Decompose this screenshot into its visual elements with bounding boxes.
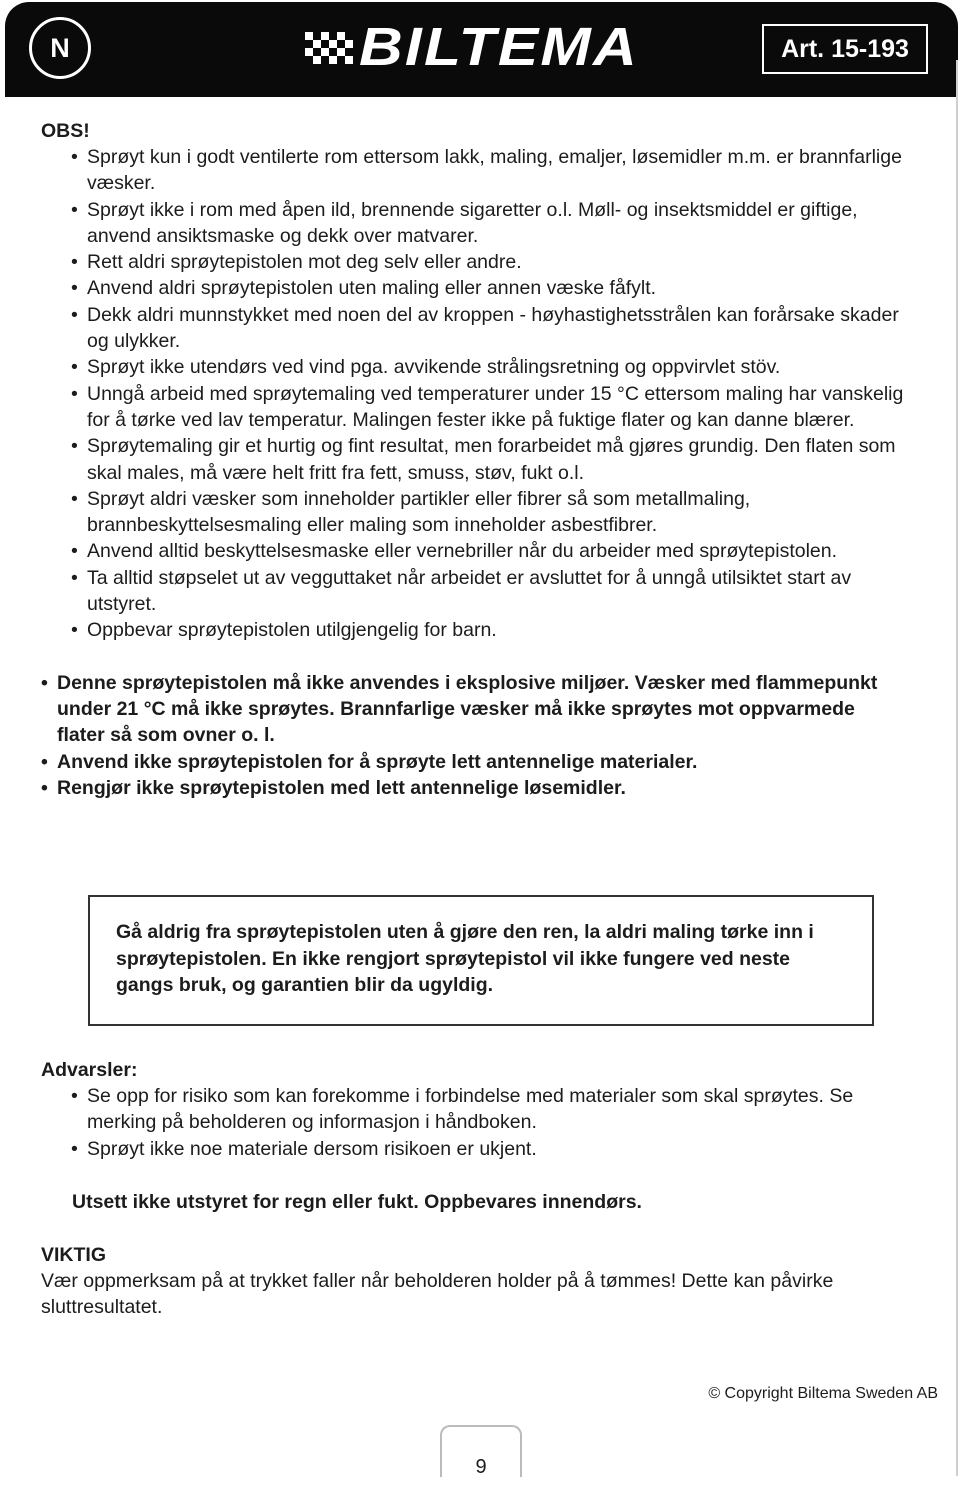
list-item: • Se opp for risiko som kan forekomme i forbindelse med materialer som skal sprøytes. Se merking på beholderen og informasjon i håndboken. bbox=[71, 1085, 854, 1134]
article-number: Art. 15-193 bbox=[762, 24, 928, 74]
list-item: • Sprøytemaling gir et hurtig og fint resultat, men forarbeidet må gjøres grundig. Den flaten som skal males, må være helt fritt fra fett, smuss, støv, fukt o.l. bbox=[71, 435, 896, 484]
obs-heading: OBS! bbox=[41, 120, 90, 142]
list-item: • Oppbevar sprøytepistolen utilgjengelig for barn. bbox=[71, 619, 497, 642]
warnings-heading: Advarsler: bbox=[41, 1059, 138, 1081]
list-item: • Sprøyt ikke i rom med åpen ild, brennende sigaretter o.l. Møll- og insektsmiddel er giftige, anvend ansiktsmaske og dekk over matvarer. bbox=[71, 198, 858, 247]
list-item: • Ta alltid støpselet ut av vegguttaket når arbeidet er avsluttet for å unngå utilsiktet start av utstyret. bbox=[71, 566, 852, 616]
list-item: • Rett aldri sprøytepistolen mot deg selv eller andre. bbox=[71, 251, 522, 274]
list-item: • Sprøyt ikke noe materiale dersom risikoen er ukjent. bbox=[71, 1137, 537, 1160]
header-bar bbox=[5, 2, 958, 97]
list-item: • Unngå arbeid med sprøytemaling ved temperaturer under 15 °C ettersom maling har vanskelig for å tørke ved lav temperatur. Malingen fester ikke på fuktige flater og kan danne blærer. bbox=[71, 382, 904, 431]
copyright: © Copyright Biltema Sweden AB bbox=[708, 1385, 938, 1402]
important-heading: VIKTIG bbox=[41, 1243, 107, 1266]
checkered-flag-icon bbox=[305, 22, 359, 74]
obs-list bbox=[41, 144, 921, 644]
list-item: • Anvend alltid beskyttelsesmaske eller vernebriller når du arbeider med sprøytepistolen. bbox=[71, 540, 838, 563]
warnings-section bbox=[41, 1057, 921, 1320]
outdoor-note: Utsett ikke utstyret for regn eller fukt. Oppbevares innendørs. bbox=[72, 1190, 642, 1213]
cleaning-notice-box: Gå aldrig fra sprøytepistolen uten å gjøre den ren, la aldri maling tørke inn i sprøytepistolen. En ikke rengjort sprøytepistol vil ikke fungere ved neste gangs bruk, og garantien blir da ugyldig. bbox=[88, 895, 874, 1026]
list-item: • Anvend ikke sprøytepistolen for å sprøyte lett antennelige materialer. bbox=[41, 750, 698, 773]
content bbox=[41, 118, 921, 801]
list-item: • Anvend aldri sprøytepistolen uten maling eller annen væske fåfylt. bbox=[71, 277, 657, 300]
warnings-list bbox=[41, 1083, 921, 1162]
list-item: • Denne sprøytepistolen må ikke anvendes i eksplosive miljøer. Væsker med flammepunkt under 21 °C må ikke sprøytes. Brannfarlige væsker må ikke sprøytes mot oppvarmede flater så som ovner o. l. bbox=[41, 671, 878, 747]
page-edge-rule bbox=[956, 60, 958, 1476]
list-item: • Rengjør ikke sprøytepistolen med lett antennelige løsemidler. bbox=[41, 776, 626, 799]
brand-logo bbox=[305, 17, 665, 77]
important-text: Vær oppmerksam på at trykket faller når beholderen holder på å tømmes! Dette kan påvirke sluttresultatet. bbox=[41, 1269, 834, 1319]
list-item: • Sprøyt aldri væsker som inneholder partikler eller fibrer så som metallmaling, brannbeskyttelsesmaling eller maling som inneholder asbestfibrer. bbox=[71, 487, 751, 537]
page-number: 9 bbox=[440, 1425, 522, 1477]
list-item: • Dekk aldri munnstykket med noen del av kroppen - høyhastighetsstrålen kan forårsake skader og ulykker. bbox=[71, 303, 899, 353]
list-item: • Sprøyt kun i godt ventilerte rom ettersom lakk, maling, emaljer, løsemidler m.m. er brannfarlige væsker. bbox=[71, 146, 902, 195]
hazard-list bbox=[41, 670, 891, 801]
brand-name: BILTEMA bbox=[359, 17, 639, 77]
language-badge: N bbox=[29, 17, 91, 79]
list-item: • Sprøyt ikke utendørs ved vind pga. avvikende strålingsretning og oppvirvlet stöv. bbox=[71, 356, 781, 379]
